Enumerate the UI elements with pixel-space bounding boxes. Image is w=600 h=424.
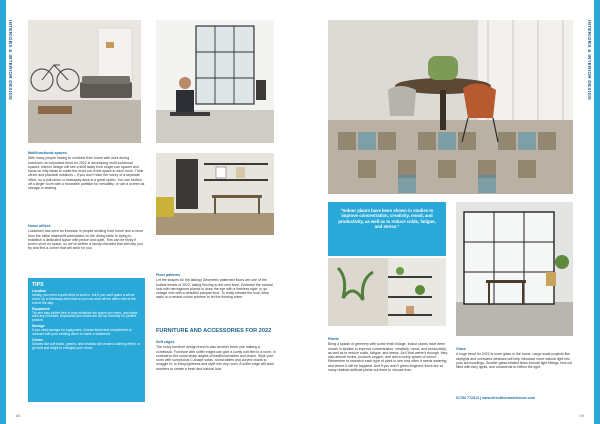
office-window-photo bbox=[156, 20, 274, 143]
right-page bbox=[300, 0, 600, 424]
multifunctional-section bbox=[28, 151, 145, 191]
home-office-body: Lockdown has seen an increase in people working from home and a move from the initial makeshift workstation on the dining table to trying to establish a dedicated space with peace and quiet. This can be tricky if you're short on space, so we've written a handy checklist that will help you try and find a corner that will work for you. bbox=[28, 229, 144, 251]
contact-line[interactable]: 01793 772313 | www.directtheramichouse.com bbox=[456, 396, 535, 400]
tip-label: Equipment bbox=[32, 306, 50, 311]
plants-section bbox=[328, 337, 450, 372]
tip-item bbox=[32, 308, 141, 324]
tips-title: TIPS bbox=[32, 282, 44, 288]
left-page-number: 68 bbox=[16, 413, 21, 418]
right-accent-stripe bbox=[594, 0, 600, 424]
glass-section bbox=[456, 347, 576, 369]
plants-heading: Plants bbox=[328, 337, 339, 341]
glass-partition-photo bbox=[456, 202, 573, 336]
plant-shelves-photo bbox=[328, 258, 446, 326]
glass-body: A huge trend for 2022 is more glass in the home. Large scale projects like skylights and oversized windows will help introduce more natural light into your surroundings. Smaller glass-related flows include light fittings, fold-out filled with fairy lights, and ornaments to reflect the light. bbox=[456, 352, 572, 370]
glass-heading: Glass bbox=[456, 347, 466, 351]
multifunctional-body: With many people having to combine their home with work during lockdown, an important trend for 2022 is developing multi-functional spaces. Interior design will see a shift away from single-use spaces and focus on nifty ideas to make the most out of the space in each room. Think clever and practical solutions – if you don't have the luxury of a separate office, so a pull-down or stowaway desk is a great option. You can section off a larger room with a moveable partition for versatility, or use a screen as storage or seating. bbox=[28, 156, 145, 191]
desk-shelves-photo bbox=[156, 153, 274, 235]
tip-label: Location bbox=[32, 289, 47, 293]
right-side-label: INTERIORS & INTERIOR DESIGN bbox=[587, 20, 592, 100]
plants-body: Bring a splash of greenery with some fresh foliage. Indoor plants have been shown in studies to improve concentration, creativity, mood, and productivity, as well as to reduce colds, fatigue, and stress. As if that weren't enough, they also absorb toxins, produce oxygen, and add a lovely splash of colour. Remember to research each type of plant to see how often it needs watering and where it will be happiest. And if you aren't green-fingered, there are so many realistic artificial plants out there to choose from. bbox=[328, 342, 448, 373]
soft-edges-body: The curvy furniture design trend is also another fresh one making a comeback. Furniture with softer edges can give a lovely soft feel to a room, in contrast to the usual sharp angles of traditional tables and chairs. Style your room with sumptuous C-shape sofas, round tables and curved chairs to snuggle in; to bring lightness and style into any room. A softer edge will work wonders to create a fresh and natural look. bbox=[156, 345, 276, 371]
tips-box bbox=[28, 278, 145, 402]
multifunctional-heading: Multifunctional spaces bbox=[28, 151, 67, 155]
tip-text: Shades like soft blues, greens, and neutrals will create a calming effect, or go bold and bright to energise your mood. bbox=[32, 341, 141, 350]
tip-text: Ideally, you need a quiet area to work in, but if you can't spare a whole room, try a hideaway desk that so you can shut off the office vibe at the end of the day. bbox=[32, 292, 136, 305]
tip-label: Storage bbox=[32, 324, 45, 329]
right-page-number: 69 bbox=[579, 413, 584, 418]
pull-quote: "Indoor plants have been shown in studies to improve concentration, creativity, mood, and productivity, as well as to reduce colds, fatigue, and stress." bbox=[328, 202, 446, 256]
floor-patterns-section bbox=[156, 273, 276, 300]
soft-edges-heading: Soft edges bbox=[156, 340, 175, 344]
dining-room-photo bbox=[328, 20, 573, 194]
tip-item bbox=[32, 339, 141, 351]
home-office-section bbox=[28, 224, 145, 251]
tip-text: If you need storage for equipment, choose items that complement or contrast with your existing décor to make a statement. bbox=[32, 328, 132, 337]
tip-label: Colour bbox=[32, 337, 43, 342]
left-side-label: INTERIORS & INTERIOR DESIGN bbox=[8, 20, 13, 100]
tip-item bbox=[32, 290, 141, 306]
home-office-heading: Home offices bbox=[28, 224, 51, 228]
tip-text: Try and stay clutter-free to help minimise the space you need, and make sure any monitors, keyboards and chairs are set up correctly for perfect posture. bbox=[32, 310, 138, 323]
left-accent-stripe bbox=[0, 0, 6, 424]
furniture-section-title: FURNITURE AND ACCESSORIES FOR 2022 bbox=[156, 328, 272, 334]
living-room-photo bbox=[28, 20, 141, 143]
floor-patterns-heading: Floor patterns bbox=[156, 273, 181, 277]
soft-edges-section bbox=[156, 340, 276, 371]
floor-patterns-body: Let the shapes do the talking! Geometric patterned floors are one of the hottest trends of 2022, taking flooring to the next level. Embrace the natural look with herringbone planks to draw the eye with a timeless style, or go vintage chic with a beautiful parquet floor. To really elevate the look, keep walls to a neutral colour scheme to let the flooring shine. bbox=[156, 278, 273, 300]
tip-item bbox=[32, 325, 141, 337]
